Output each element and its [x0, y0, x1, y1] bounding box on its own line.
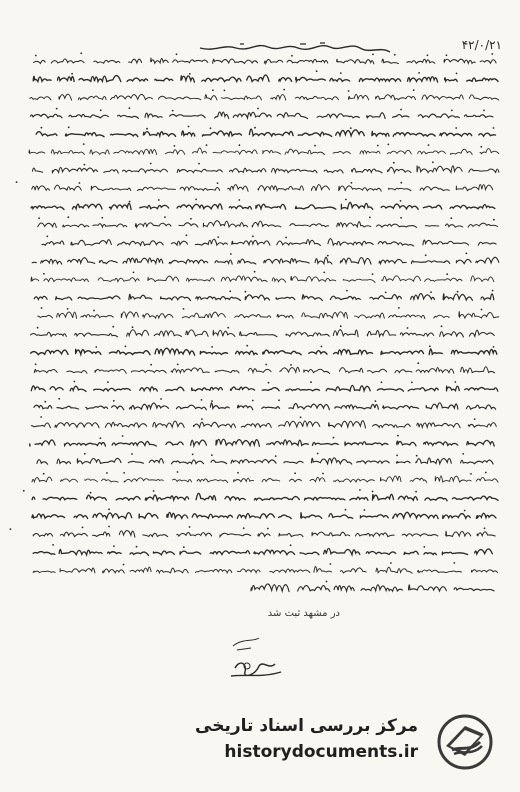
handwriting-dot: [186, 234, 188, 236]
handwriting-dot: [278, 399, 280, 401]
handwriting-dot: [322, 473, 324, 475]
handwriting-dot: [153, 490, 155, 492]
handwriting-dot: [428, 144, 430, 146]
handwriting-dot: [369, 217, 371, 219]
handwriting-dot: [212, 89, 214, 91]
handwriting-dot: [201, 399, 203, 401]
handwriting-line: [31, 276, 494, 283]
handwriting-dot: [188, 126, 190, 128]
handwriting-dot: [326, 581, 328, 583]
handwriting-line: [37, 458, 493, 464]
handwriting-dot: [407, 327, 409, 329]
handwriting-line: [31, 330, 495, 337]
handwriting-dot: [160, 398, 162, 400]
handwriting-dot: [492, 290, 494, 292]
handwriting-dot: [345, 509, 347, 511]
handwriting-dot: [465, 253, 467, 255]
handwriting-dot: [267, 528, 269, 530]
handwriting-dot: [93, 310, 95, 312]
handwriting-dot: [323, 272, 325, 274]
handwriting-dot: [411, 382, 413, 384]
handwriting-line: [38, 221, 498, 228]
handwriting-dot: [387, 144, 389, 146]
handwriting-dot: [413, 89, 415, 91]
handwriting-dot: [122, 435, 124, 437]
watermark-url: historydocuments.ir: [224, 742, 418, 762]
handwriting-dot: [40, 416, 42, 418]
handwriting-dot: [348, 90, 350, 92]
handwriting-dot: [455, 127, 457, 129]
handwriting-dot: [321, 346, 323, 348]
handwriting-dot: [377, 145, 379, 147]
handwriting-dot: [481, 309, 483, 311]
handwriting-line: [32, 512, 496, 518]
handwriting-dot: [451, 110, 453, 112]
handwriting-dot: [254, 271, 256, 273]
handwriting-line: [34, 403, 496, 410]
handwriting-dot: [254, 127, 256, 129]
handwriting-line: [31, 348, 497, 355]
handwriting-dot: [454, 381, 456, 383]
handwriting-dot: [133, 272, 135, 274]
handwriting-dot: [333, 437, 335, 439]
handwriting-dot: [100, 109, 102, 111]
handwriting-dot: [150, 163, 152, 165]
handwriting-dot: [493, 346, 495, 348]
handwriting-dot: [310, 381, 312, 383]
handwriting-dot: [56, 108, 58, 110]
handwriting-dot: [125, 346, 127, 348]
handwriting-dot: [177, 364, 179, 366]
handwriting-dot: [108, 526, 110, 528]
handwriting-dot: [41, 307, 43, 309]
handwriting-dot: [101, 217, 103, 219]
handwriting-dot: [227, 327, 229, 329]
handwriting-dot: [129, 107, 131, 109]
handwriting-line: [32, 166, 499, 173]
handwriting-dot: [58, 398, 60, 400]
handwriting-dot: [123, 564, 125, 566]
handwriting-dot: [291, 55, 293, 57]
handwriting-dot: [80, 52, 82, 54]
handwriting-dot: [172, 110, 174, 112]
handwriting-dot: [283, 89, 285, 91]
handwriting-dot: [146, 128, 148, 130]
handwriting-line: [32, 421, 497, 428]
handwriting-dot: [425, 254, 427, 256]
handwriting-dot: [493, 127, 495, 129]
handwriting-dot: [265, 364, 267, 366]
handwriting-dot: [113, 545, 115, 547]
handwriting-dot: [10, 528, 12, 530]
handwriting-dot: [429, 345, 431, 347]
handwriting-dot: [174, 145, 176, 147]
handwriting-dot: [400, 200, 402, 202]
handwriting-dot: [470, 473, 472, 475]
handwriting-dot: [330, 563, 332, 565]
signature: [225, 632, 285, 687]
handwriting-dot: [327, 255, 329, 257]
handwriting-dot: [345, 199, 347, 201]
handwriting-dot: [95, 346, 97, 348]
handwriting-dot: [257, 108, 259, 110]
handwriting-dot: [350, 127, 352, 129]
handwriting-dot: [177, 471, 179, 473]
handwriting-dot: [390, 562, 392, 564]
handwriting-line: [30, 94, 499, 100]
handwriting-dot: [453, 562, 455, 564]
handwriting-dot: [485, 472, 487, 474]
handwriting-dot: [317, 453, 319, 455]
handwriting-dot: [290, 364, 292, 366]
handwriting-dot: [131, 453, 133, 455]
handwriting-dot: [397, 435, 399, 437]
handwriting-dot: [82, 527, 84, 529]
handwriting-dot: [246, 345, 248, 347]
handwriting-dot: [230, 253, 232, 255]
handwriting-dot: [90, 492, 92, 494]
handwriting-dot: [37, 327, 39, 329]
handwriting-dot: [340, 325, 342, 327]
handwriting-dot: [74, 381, 76, 383]
handwriting-dot: [68, 126, 70, 128]
handwriting-dot: [107, 381, 109, 383]
handwriting-dot: [198, 163, 200, 165]
handwriting-dot: [211, 454, 213, 456]
handwriting-dot: [123, 472, 125, 474]
handwriting-dot: [41, 127, 43, 129]
handwriting-dot: [351, 182, 353, 184]
handwriting-dot: [195, 199, 197, 201]
handwriting-dot: [441, 325, 443, 327]
handwriting-dot: [176, 53, 178, 55]
handwriting-dot: [416, 455, 418, 457]
handwriting-dot: [83, 143, 85, 145]
handwriting-dot: [314, 145, 316, 147]
handwriting-dot: [16, 181, 18, 183]
handwriting-line: [32, 257, 499, 264]
handwriting-dot: [372, 54, 374, 56]
watermark-title: مرکز بررسی اسناد تاریخی: [195, 716, 418, 736]
handwriting-dot: [84, 453, 86, 455]
handwriting-dot: [238, 199, 240, 201]
handwriting-dot: [243, 527, 245, 529]
handwriting-dot: [35, 55, 37, 57]
handwriting-line: [42, 239, 496, 246]
handwriting-dot: [398, 307, 400, 309]
handwriting-dot: [427, 54, 429, 56]
handwriting-dot: [183, 546, 185, 548]
handwriting-line: [34, 294, 494, 301]
handwriting-dot: [132, 326, 134, 328]
handwriting-dot: [464, 510, 466, 512]
handwriting-dot: [206, 144, 208, 146]
handwriting-dot: [462, 453, 464, 455]
handwriting-line: [33, 75, 498, 82]
handwriting-dot: [44, 401, 46, 403]
handwriting-dot: [106, 472, 108, 474]
handwriting-dot: [430, 291, 432, 293]
handwriting-line: [36, 129, 495, 137]
handwriting-dot: [285, 237, 287, 239]
handwriting-dot: [183, 308, 185, 310]
handwriting-dot: [237, 472, 239, 474]
handwriting-dot: [446, 54, 448, 56]
handwriting-line: [33, 548, 492, 555]
closing-line: در مشهد ثبت شد: [267, 608, 340, 619]
handwriting-dot: [189, 73, 191, 75]
handwriting-dot: [364, 509, 366, 511]
handwriting-dot: [129, 201, 131, 203]
handwriting-dot: [372, 273, 374, 275]
handwriting-dot: [294, 472, 296, 474]
handwriting-dot: [375, 400, 377, 402]
handwriting-dot: [491, 53, 493, 55]
handwriting-line: [33, 531, 495, 538]
handwriting-dot: [52, 544, 54, 546]
handwriting-line: [32, 185, 493, 192]
handwriting-dot: [316, 70, 318, 72]
handwriting-dot: [201, 418, 203, 420]
handwriting-dot: [450, 217, 452, 219]
handwriting-dot: [493, 219, 495, 221]
handwriting-dot: [423, 546, 425, 548]
handwriting-dot: [483, 110, 485, 112]
handwriting-line: [30, 112, 493, 118]
handwriting-dot: [67, 216, 69, 218]
handwriting-dot: [35, 363, 37, 365]
handwriting-dot: [474, 418, 476, 420]
handwriting-dot: [210, 127, 212, 129]
handwriting-dot: [400, 109, 402, 111]
handwriting-line: [31, 202, 495, 209]
handwriting-dot: [239, 144, 241, 146]
handwriting-dot: [300, 416, 302, 418]
handwriting-dot: [108, 508, 110, 510]
handwriting-dot: [23, 490, 25, 492]
handwriting-dot: [346, 290, 348, 292]
handwriting-dot: [400, 182, 402, 184]
handwriting-dot: [252, 235, 254, 237]
handwriting-dot: [418, 72, 420, 74]
handwriting-dot: [189, 526, 191, 528]
handwriting-dot: [211, 346, 213, 348]
handwriting-dot: [217, 182, 219, 184]
handwriting-dot: [393, 162, 395, 164]
archive-watermark: [195, 712, 506, 774]
handwriting-dot: [432, 161, 434, 163]
handwriting-line: [31, 385, 498, 391]
handwriting-dot: [396, 455, 398, 457]
handwriting-dot: [84, 164, 86, 166]
handwriting-dot: [290, 544, 292, 546]
document-date: ۴۲/۰/۲۱: [461, 38, 502, 52]
handwriting-line: [30, 439, 495, 446]
handwriting-dot: [113, 400, 115, 402]
handwriting-dot: [164, 216, 166, 218]
handwriting-dot: [211, 400, 213, 402]
archive-book-logo-icon: [432, 712, 498, 772]
handwriting-dot: [190, 218, 192, 220]
handwriting-dot: [275, 455, 277, 457]
handwriting-dot: [417, 362, 419, 364]
handwriting-line: [34, 58, 497, 64]
handwriting-dot: [359, 489, 361, 491]
handwriting-dot: [150, 364, 152, 366]
handwriting-dot: [252, 400, 254, 402]
handwriting-line: [33, 567, 498, 574]
handwriting-dot: [372, 491, 374, 493]
handwriting-dot: [394, 54, 396, 56]
handwriting-dot: [340, 72, 342, 74]
handwriting-dot: [38, 217, 40, 219]
handwriting-dot: [224, 90, 226, 92]
handwriting-dot: [385, 292, 387, 294]
handwriting-line: [251, 584, 494, 592]
handwriting-dot: [217, 236, 219, 238]
handwriting-dot: [67, 308, 69, 310]
handwriting-line: [32, 493, 498, 501]
handwriting-dot: [446, 273, 448, 275]
handwriting-line: [34, 367, 494, 374]
handwriting-line: [38, 312, 499, 319]
handwriting-dot: [456, 73, 458, 75]
handwriting-dot: [484, 527, 486, 529]
handwriting-dot: [229, 290, 231, 292]
handwriting-dot: [71, 73, 73, 75]
handwriting-dot: [480, 146, 482, 148]
handwriting-dot: [400, 217, 402, 219]
handwriting-dot: [43, 473, 45, 475]
handwriting-dot: [43, 273, 45, 275]
handwriting-dot: [192, 454, 194, 456]
handwriting-line: [32, 476, 498, 483]
handwriting-line: [29, 148, 499, 155]
handwriting-dot: [268, 382, 270, 384]
handwriting-dot: [136, 546, 138, 548]
handwriting-dot: [415, 491, 417, 493]
handwriting-dot: [112, 326, 114, 328]
handwriting-dot: [457, 291, 459, 293]
handwriting-dot: [46, 236, 48, 238]
handwriting-dot: [79, 182, 81, 184]
handwriting-dot: [100, 437, 102, 439]
handwriting-dot: [245, 291, 247, 293]
handwriting-dot: [381, 381, 383, 383]
handwriting-dot: [158, 199, 160, 201]
